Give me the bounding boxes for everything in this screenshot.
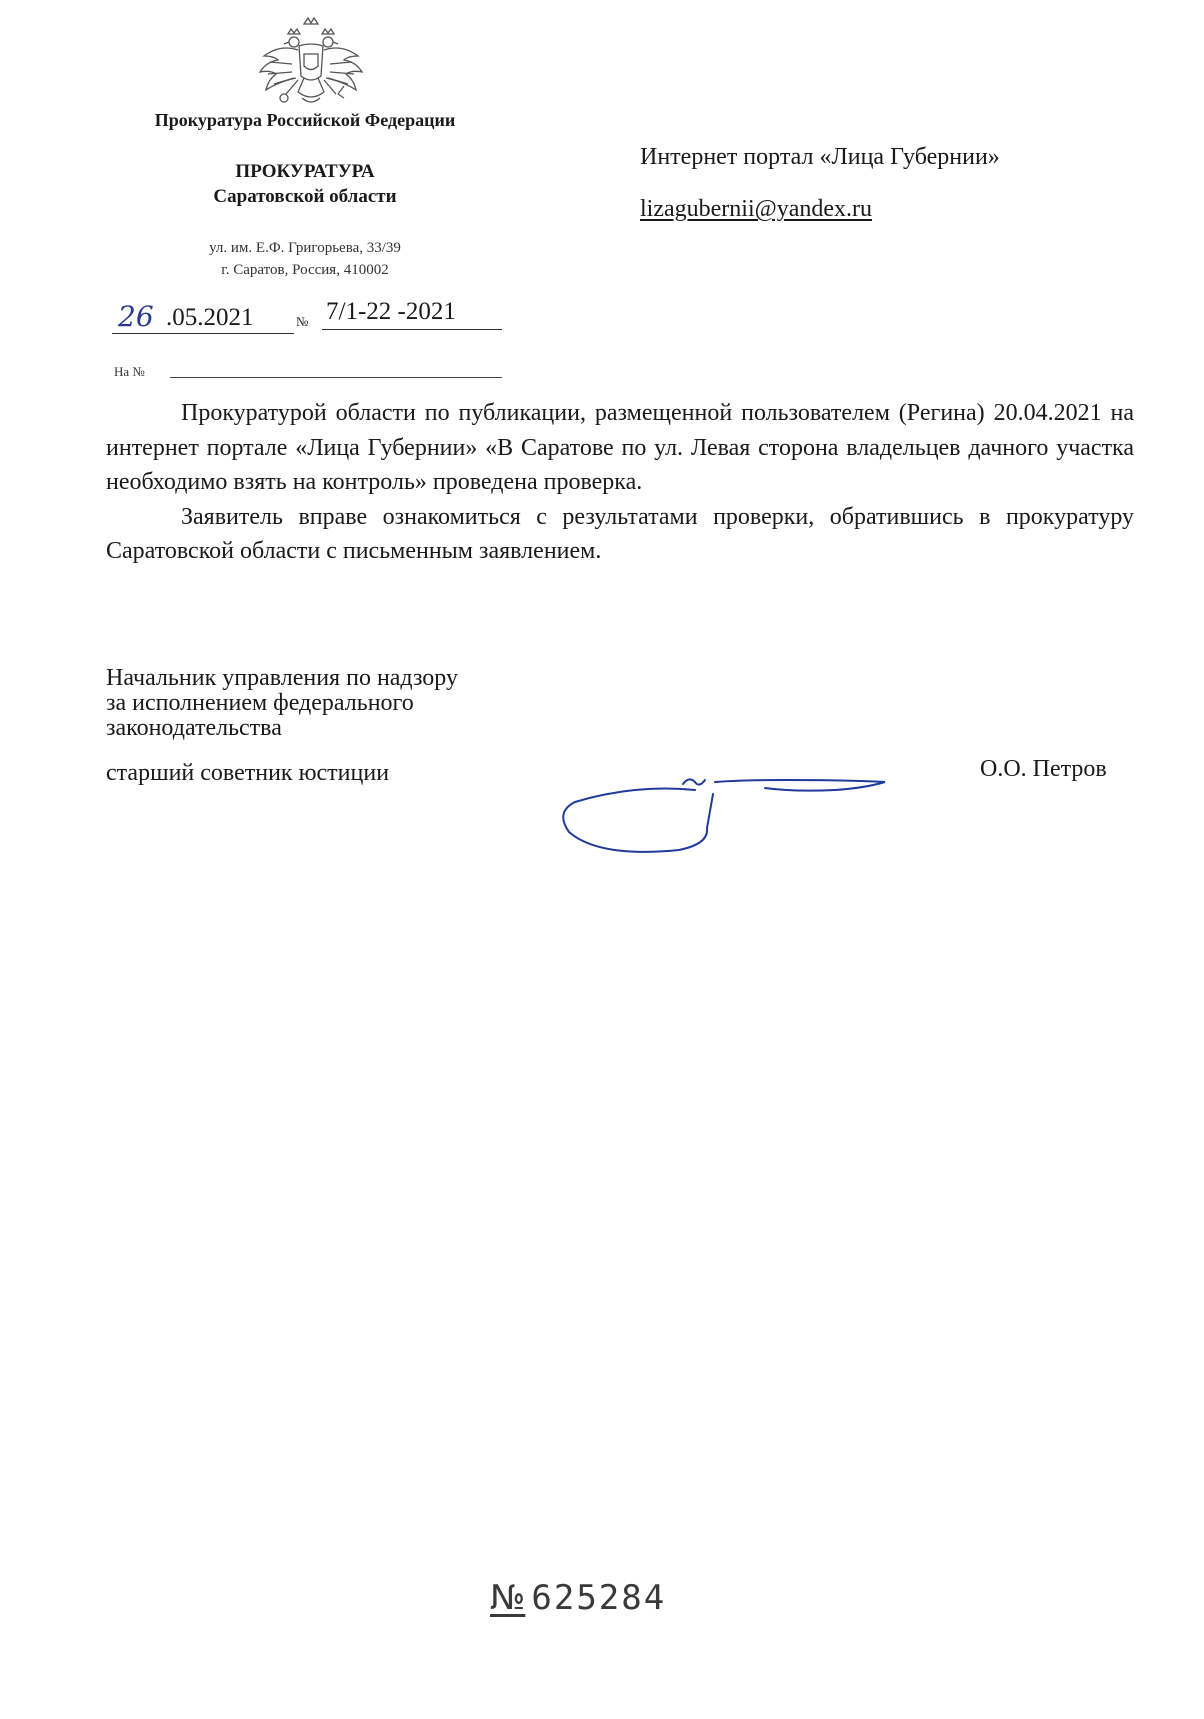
date-underline bbox=[112, 333, 294, 334]
position-line-1: Начальник управления по надзору bbox=[106, 665, 458, 691]
position-line-3: законодательства bbox=[106, 715, 282, 741]
registration-date: .05.2021 bbox=[166, 304, 254, 331]
organization-region: Саратовской области bbox=[213, 186, 397, 207]
address-street: ул. им. Е.Ф. Григорьева, 33/39 bbox=[209, 240, 401, 256]
signatory-name: О.О. Петров bbox=[980, 756, 1107, 782]
position-line-2: за исполнением федерального bbox=[106, 690, 414, 716]
body-paragraph-1: Прокуратурой области по публикации, размещенной пользователем (Регина) 20.04.2021 на интернет портале «Лица Губернии» «В Саратове по ул. Левая сторона владельцев дачного участка необходимо взять на контроль» проведена проверка. bbox=[106, 400, 1134, 495]
recipient-name: Интернет портал «Лица Губернии» bbox=[640, 144, 1000, 170]
parent-organization: Прокуратура Российской Федерации bbox=[154, 110, 456, 130]
stamp-number-sign: № bbox=[490, 1578, 526, 1618]
body-paragraph-2: Заявитель вправе ознакомиться с результатами проверки, обратившись в прокуратуру Саратовской области с письменным заявлением. bbox=[106, 503, 1134, 564]
double-headed-eagle-icon bbox=[252, 14, 370, 122]
letter-body bbox=[106, 396, 1134, 569]
recipient-email: lizagubernii@yandex.ru bbox=[640, 196, 873, 222]
signatory-position bbox=[106, 666, 606, 741]
handwritten-date-day: 26 bbox=[118, 300, 154, 333]
handwritten-signature bbox=[555, 760, 945, 870]
reference-label: На № bbox=[114, 364, 145, 379]
stamp-number-value: 625284 bbox=[531, 1578, 667, 1618]
number-sign: № bbox=[296, 314, 309, 329]
organization-name: ПРОКУРАТУРА bbox=[235, 161, 375, 182]
signature-strokes bbox=[563, 779, 885, 851]
incoming-stamp-number bbox=[490, 1578, 666, 1618]
reference-underline bbox=[170, 377, 502, 378]
address-city: г. Саратов, Россия, 410002 bbox=[221, 262, 389, 278]
signatory-rank: старший советник юстиции bbox=[106, 760, 390, 786]
number-underline bbox=[322, 329, 502, 330]
registration-number: 7/1-22 -2021 bbox=[326, 298, 456, 325]
